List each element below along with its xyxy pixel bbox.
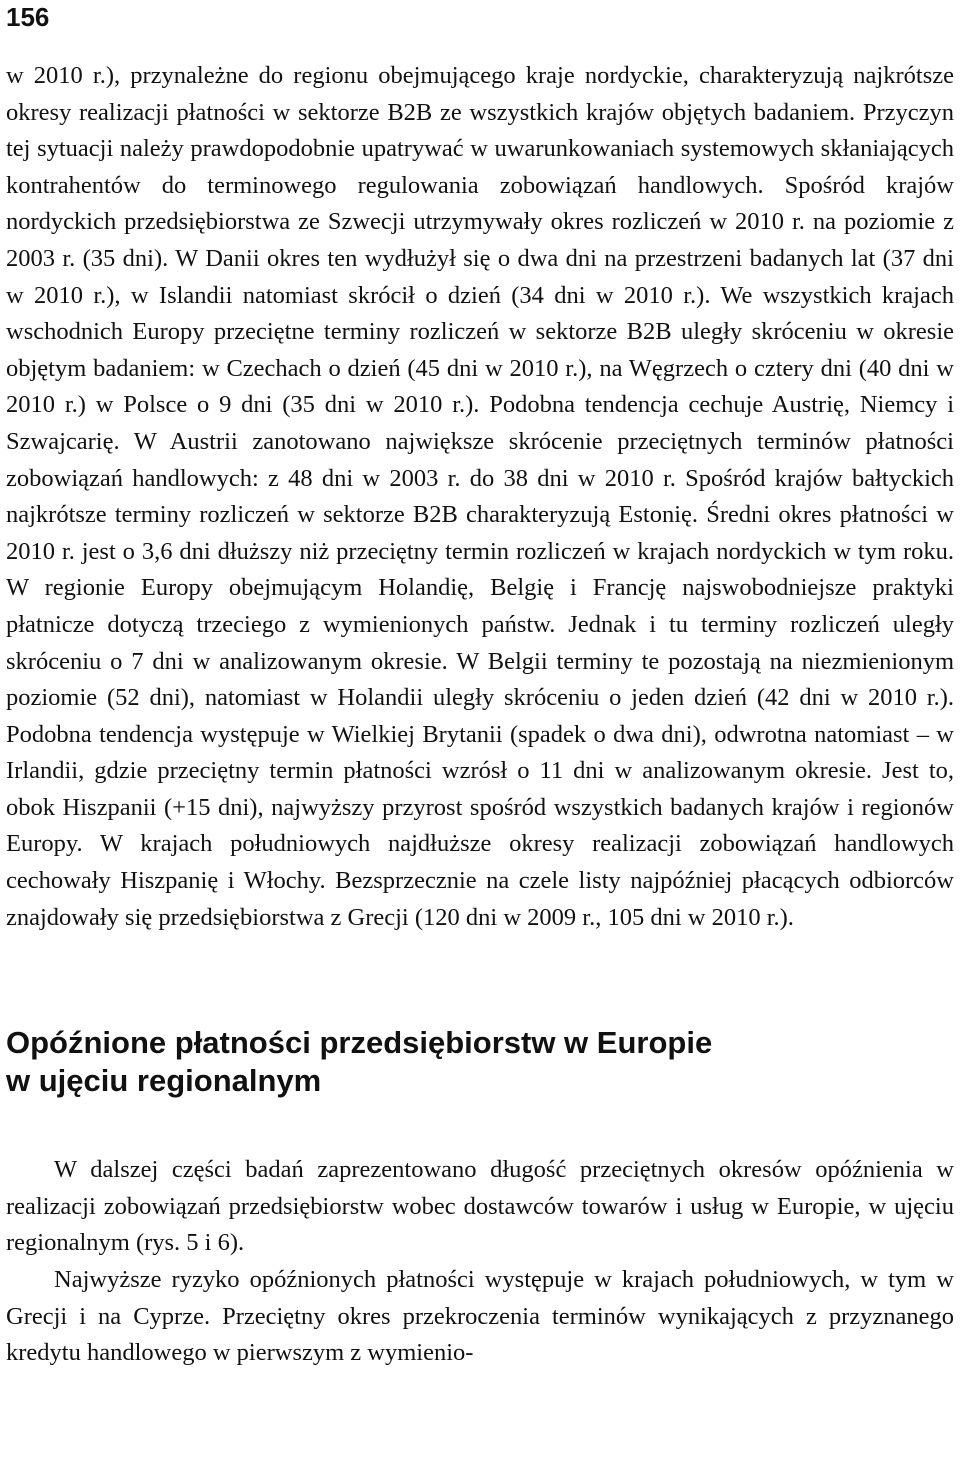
section-heading-line-2: w ujęciu regionalnym [6, 1063, 322, 1099]
section-heading-line-1: Opóźnione płatności przedsiębiorstw w Europie [6, 1025, 713, 1061]
page-number: 156 [6, 2, 50, 32]
body-paragraph-1: w 2010 r.), przynależne do regionu obejmującego kraje nordyckie, charakteryzują najkrótsze okresy realizacji płatności w sektorze B2B ze wszystkich krajów objętych badaniem. Przyczyn tej sytuacji należy prawdopodobnie upatrywać w uwarunkowaniach systemowych skłaniających kontrahentów do terminowego regulowania zobowiązań handlowych. Spośród krajów nordyckich przedsiębiorstwa ze Szwecji utrzymywały okres rozliczeń w 2010 r. na poziomie z 2003 r. (35 dni). W Danii okres ten wydłużył się o dwa dni na przestrzeni badanych lat (37 dni w 2010 r.), w Islandii natomiast skrócił o dzień (34 dni w 2010 r.). We wszystkich krajach wschodnich Europy przeciętne terminy rozliczeń w sektorze B2B uległy skróceniu w okresie objętym badaniem: w Czechach o dzień (45 dni w 2010 r.), na Węgrzech o cztery dni (40 dni w 2010 r.) w Polsce o 9 dni (35 dni w 2010 r.). Podobna tendencja cechuje Austrię, Niemcy i Szwajcarię. W Austrii zanotowano największe skrócenie przeciętnych terminów płatności zobowiązań handlowych: z 48 dni w 2003 r. do 38 dni w 2010 r. Spośród krajów bałtyckich najkrótsze terminy rozliczeń w sektorze B2B charakteryzują Estonię. Średni okres płatności w 2010 r. jest o 3,6 dni dłuższy niż przeciętny termin rozliczeń w krajach nordyckich w tym roku. W regionie Europy obejmującym Holandię, Belgię i Francję najswobodniejsze praktyki płatnicze dotyczą trzeciego z wymienionych państw. Jednak i tu terminy rozliczeń uległy skróceniu o 7 dni w analizowanym okresie. W Belgii terminy te pozostają na niezmienionym poziomie (52 dni), natomiast w Holandii uległy skróceniu o jeden dzień (42 dni w 2010 r.). Podobna tendencja występuje w Wielkiej Brytanii (spadek o dwa dni), odwrotna natomiast – w Irlandii, gdzie przeciętny termin płatności wzrósł o 11 dni w analizowanym okresie. Jest to, obok Hiszpanii (+15 dni), najwyższy przyrost spośród wszystkich badanych krajów i regionów Europy. W krajach południowych najdłuższe okresy realizacji zobowiązań handlowych cechowały Hiszpanię i Włochy. Bezsprzecznie na czele listy najpóźniej płacących odbiorców znajdowały się przedsiębiorstwa z Grecji (120 dni w 2009 r., 105 dni w 2010 r.). [6, 62, 954, 931]
body-paragraph-2: W dalszej części badań zaprezentowano długość przeciętnych okresów opóźnienia w realizacji zobowiązań przedsiębiorstw wobec dostawców towarów i usług w Europie, w ujęciu regionalnym (rys. 5 i 6). [6, 1156, 954, 1257]
body-paragraph-3: Najwyższe ryzyko opóźnionych płatności występuje w krajach południowych, w tym w Grecji i na Cyprze. Przeciętny okres przekroczenia terminów wynikających z przyznanego kredytu handlowego w pierwszym z wymienio- [6, 1266, 954, 1367]
section-heading [6, 1024, 954, 1100]
